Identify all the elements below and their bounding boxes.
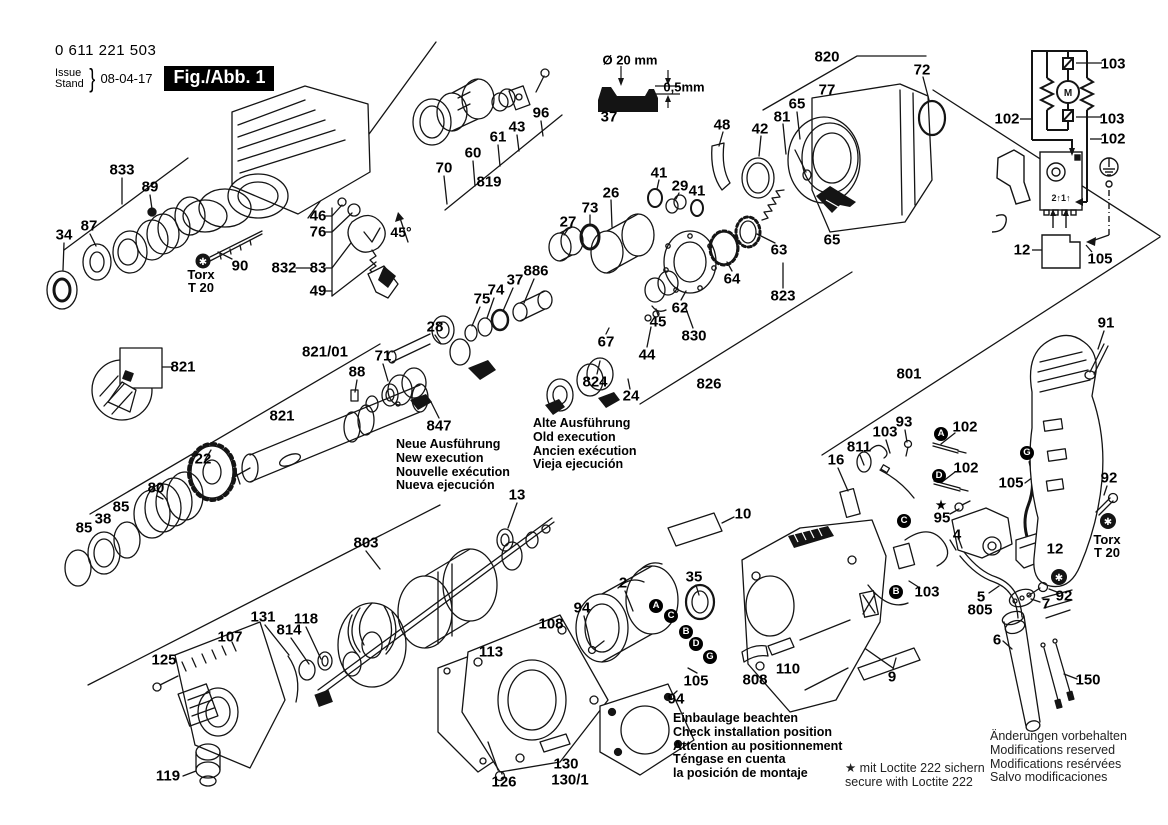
part-label-130: 130	[553, 755, 579, 773]
part-label-88: 88	[348, 363, 366, 381]
part-label-119: 119	[155, 767, 181, 785]
part-label-107: 107	[217, 628, 243, 646]
note-modifications: Änderungen vorbehalten Modifications reserved Modifications resérvées Salvo modificaciones	[990, 729, 1127, 785]
svg-text:✱: ✱	[1103, 517, 1113, 528]
part-label-823: 823	[770, 287, 796, 305]
part-label-77: 77	[818, 81, 836, 99]
part-label-28: 28	[426, 318, 444, 336]
callout-letter-G: G	[1020, 446, 1034, 460]
part-label-150: 150	[1075, 671, 1101, 689]
part-label-10: 10	[734, 505, 752, 523]
part-label-85: 85	[75, 519, 93, 537]
part-label-12: 12	[1046, 540, 1064, 558]
part-label-37: 37	[600, 108, 618, 126]
issue-stand-label: Issue Stand	[55, 66, 84, 90]
svg-text:✱: ✱	[198, 257, 208, 268]
part-label-Torx-T-20: Torx T 20	[1093, 531, 1121, 560]
part-label-9: 9	[887, 668, 897, 686]
part-label-826: 826	[696, 375, 722, 393]
switch-terminal-marks: 2↑1↑	[1051, 193, 1071, 203]
part-label-91: 91	[1097, 314, 1115, 332]
callout-letter-B: B	[889, 585, 903, 599]
part-label-94: 94	[667, 690, 685, 708]
callout-letter-D: D	[689, 637, 703, 651]
callout-letter-B: B	[679, 625, 693, 639]
part-label-90: 90	[231, 257, 249, 275]
part-label-102: 102	[994, 110, 1020, 128]
part-label-72: 72	[913, 61, 931, 79]
part-label-105: 105	[998, 474, 1024, 492]
part-label-113: 113	[478, 643, 504, 661]
part-label-5: 5	[976, 588, 986, 606]
part-label-824: 824	[582, 373, 608, 391]
part-label-24: 24	[622, 387, 640, 405]
part-label-63: 63	[770, 241, 788, 259]
part-label-103: 103	[872, 423, 898, 441]
part-label-74: 74	[487, 281, 505, 299]
part-number: 0 611 221 503	[55, 42, 157, 59]
part-label-73: 73	[581, 199, 599, 217]
callout-letter-D: D	[932, 469, 946, 483]
part-label-27: 27	[559, 213, 577, 231]
part-label-29: 29	[671, 177, 689, 195]
motor-symbol-label: M	[1063, 88, 1073, 99]
brace-glyph: }	[89, 63, 96, 93]
part-label-821: 821	[269, 407, 295, 425]
part-label-45: 45	[649, 313, 667, 331]
part-label-87: 87	[80, 217, 98, 235]
part-label-76: 76	[309, 223, 327, 241]
part-label-105: 105	[683, 672, 709, 690]
part-label-105: 105	[1087, 250, 1113, 268]
part-label-12: 12	[1013, 241, 1031, 259]
part-label--20-mm: Ø 20 mm	[602, 52, 658, 68]
part-label-35: 35	[685, 568, 703, 586]
part-label-34: 34	[55, 226, 73, 244]
part-label-45-: 45°	[390, 223, 412, 240]
figure-label: Fig./Abb. 1	[164, 66, 274, 91]
part-label-16: 16	[827, 451, 845, 469]
part-label-42: 42	[751, 120, 769, 138]
part-label-41: 41	[650, 164, 668, 182]
part-label-80: 80	[147, 479, 165, 497]
note-loctite: ★ mit Loctite 222 sichern secure with Loctite 222	[845, 761, 985, 789]
part-label-93: 93	[895, 413, 913, 431]
part-label-821: 821	[170, 358, 196, 376]
svg-text:✱: ✱	[1054, 573, 1064, 584]
part-label-65: 65	[788, 95, 806, 113]
callout-letter-G: G	[703, 650, 717, 664]
part-label-118: 118	[293, 610, 319, 628]
part-label-102: 102	[952, 418, 978, 436]
part-label-65: 65	[823, 231, 841, 249]
part-label-832: 832	[271, 259, 297, 277]
part-label-125: 125	[151, 651, 177, 669]
issue-date: 08-04-17	[100, 71, 153, 86]
part-label-81: 81	[773, 108, 791, 126]
part-label-96: 96	[532, 104, 550, 122]
part-label-126: 126	[491, 773, 517, 791]
part-label-60: 60	[464, 144, 482, 162]
part-label-67: 67	[597, 333, 615, 351]
part-label-131: 131	[250, 608, 276, 626]
part-label-38: 38	[94, 510, 112, 528]
part-label-130-1: 130/1	[551, 771, 589, 789]
callout-letter-A: A	[934, 427, 948, 441]
part-label-41: 41	[688, 182, 706, 200]
note-old-execution: Alte Ausführung Old execution Ancien exécution Vieja ejecución	[533, 416, 637, 472]
part-label-62: 62	[671, 299, 689, 317]
part-label-49: 49	[309, 282, 327, 300]
part-label-814: 814	[276, 621, 302, 639]
part-label-103: 103	[1099, 110, 1125, 128]
part-label-48: 48	[713, 116, 731, 134]
part-label-7: 7	[1041, 595, 1051, 613]
part-label-102: 102	[953, 459, 979, 477]
callout-letter-C: C	[897, 514, 911, 528]
part-label-833: 833	[109, 161, 135, 179]
part-label-0-5mm: 0,5mm	[663, 79, 705, 95]
callout-letter-C: C	[664, 609, 678, 623]
part-label-847: 847	[426, 417, 452, 435]
part-label-83: 83	[309, 259, 327, 277]
part-label-95: 95	[933, 509, 951, 527]
part-label-886: 886	[523, 262, 549, 280]
part-label-13: 13	[508, 486, 526, 504]
part-label-2: 2	[618, 574, 628, 592]
part-label-819: 819	[476, 173, 502, 191]
part-label-22: 22	[194, 450, 212, 468]
part-label-89: 89	[141, 178, 159, 196]
part-label-64: 64	[723, 270, 741, 288]
part-label-811: 811	[846, 438, 872, 456]
part-label-Torx-T-20: Torx T 20	[187, 266, 215, 295]
part-label-808: 808	[742, 671, 768, 689]
part-label-61: 61	[489, 128, 507, 146]
part-label-85: 85	[112, 498, 130, 516]
callout-letter-A: A	[649, 599, 663, 613]
part-label--: ★	[935, 497, 947, 512]
part-label-108: 108	[538, 615, 564, 633]
note-installation: Einbaulage beachten Check installation position Attention au positionnement Téngase en cuenta la posición de montaje	[673, 711, 843, 780]
part-label-805: 805	[967, 601, 993, 619]
part-label-801: 801	[896, 365, 922, 383]
part-label-103: 103	[914, 583, 940, 601]
part-label-92: 92	[1055, 587, 1073, 605]
part-label-830: 830	[681, 327, 707, 345]
part-label-110: 110	[775, 660, 801, 678]
part-label-803: 803	[353, 534, 379, 552]
part-label-103: 103	[1100, 55, 1126, 73]
part-label-92: 92	[1100, 469, 1118, 487]
part-label-71: 71	[374, 347, 392, 365]
part-label-6: 6	[992, 631, 1002, 649]
part-label-43: 43	[508, 118, 526, 136]
part-label-75: 75	[473, 290, 491, 308]
part-label-37: 37	[506, 271, 524, 289]
part-label-102: 102	[1100, 130, 1126, 148]
part-label-94: 94	[573, 599, 591, 617]
part-label-46: 46	[309, 207, 327, 225]
note-new-execution: Neue Ausführung New execution Nouvelle exécution Nueva ejecución	[396, 437, 510, 493]
part-label-820: 820	[814, 48, 840, 66]
part-label-70: 70	[435, 159, 453, 177]
part-label-26: 26	[602, 184, 620, 202]
part-label-4: 4	[952, 526, 962, 544]
part-label-821-01: 821/01	[302, 343, 348, 361]
part-label-44: 44	[638, 346, 656, 364]
